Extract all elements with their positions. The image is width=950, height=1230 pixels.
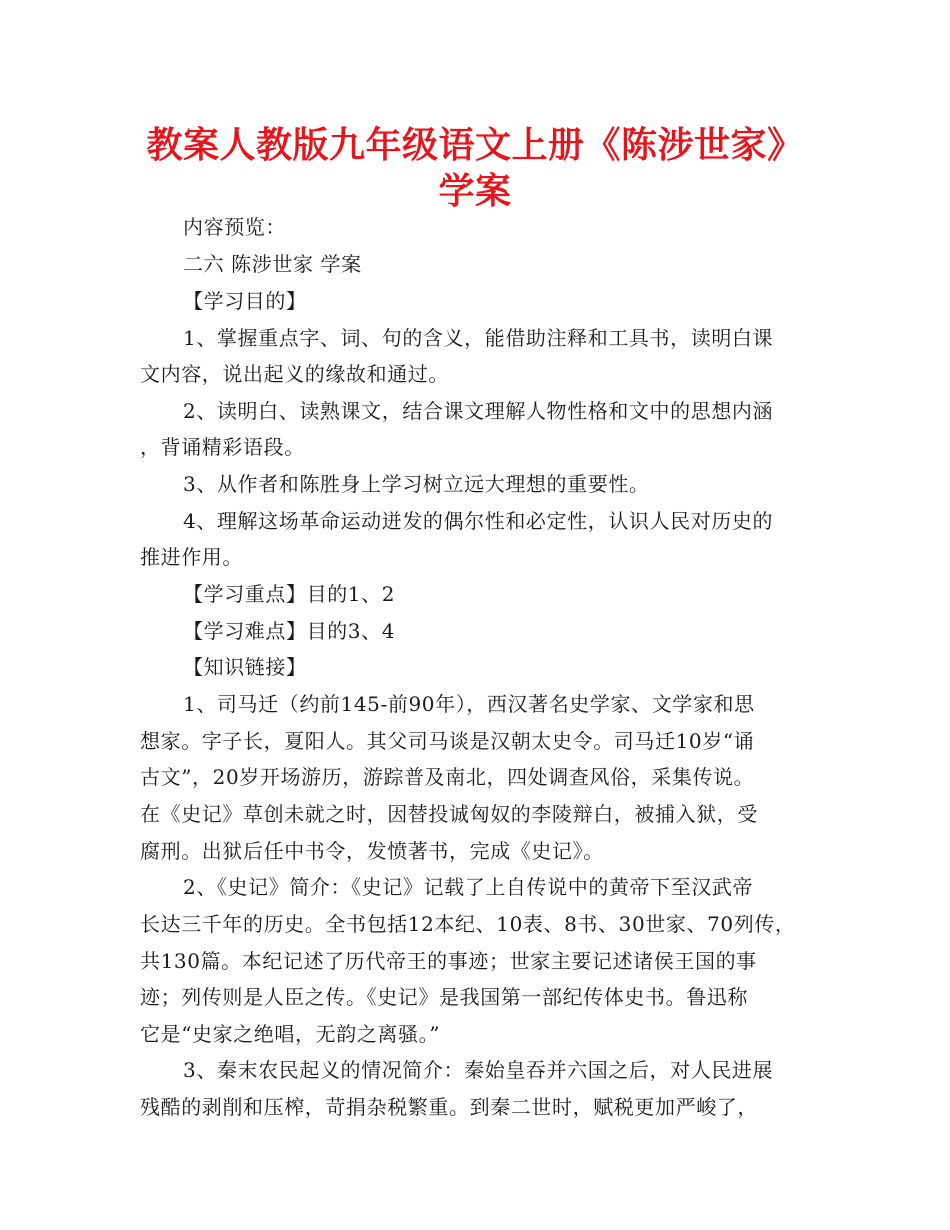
objective-4-line-2: 推进作用。 [140,545,243,569]
knowledge-1-line-1: 1、司马迁（约前145-前90年），西汉著名史学家、文学家和思 [183,692,755,716]
knowledge-1-line-5: 腐刑。出狱后任中书令，发愤著书，完成《史记》。 [140,839,604,863]
lesson-heading: 二六 陈涉世家 学案 [183,252,362,276]
knowledge-2-line-5: 它是“史家之绝唱，无韵之离骚。” [140,1022,441,1046]
knowledge-3-line-2: 残酷的剥削和压榨，苛捐杂税繁重。到秦二世时，赋税更加严峻了， [140,1095,758,1119]
knowledge-2-line-4: 迹；列传则是人臣之传。《史记》是我国第一部纪传体史书。鲁迅称 [140,985,748,1009]
objective-3: 3、从作者和陈胜身上学习树立远大理想的重要性。 [183,472,650,496]
objective-4-line-1: 4、理解这场革命运动迸发的偶尔性和必定性，认识人民对历史的 [183,509,774,533]
knowledge-3-line-1: 3、秦末农民起义的情况简介：秦始皇吞并六国之后，对人民进展 [183,1058,774,1082]
knowledge-2-line-1: 2、《史记》简介：《史记》记载了上自传说中的黄帝下至汉武帝 [183,875,754,899]
objective-2-line-2: ，背诵精彩语段。 [140,435,305,459]
knowledge-1-line-2: 想家。字子长，夏阳人。其父司马谈是汉朝太史令。司马迁10岁“诵 [140,729,755,753]
section-heading-knowledge: 【知识链接】 [183,655,307,679]
knowledge-1-line-3: 古文”，20岁开场游历，游踪普及南北，四处调查风俗，采集传说。 [140,765,755,789]
objective-1-line-1: 1、掌握重点字、词、句的含义，能借助注释和工具书，读明白课 [183,326,774,350]
preview-label: 内容预览： [183,215,286,239]
document-title-line-2: 学案 [438,171,512,212]
objective-2-line-1: 2、读明白、读熟课文，结合课文理解人物性格和文中的思想内涵 [183,399,774,423]
knowledge-2-line-3: 共130篇。本纪记述了历代帝王的事迹；世家主要记述诸侯王国的事 [140,949,757,973]
knowledge-1-line-4: 在《史记》草创未就之时，因替投诚匈奴的李陵辩白，被捕入狱，受 [140,802,758,826]
objective-1-line-2: 文内容，说出起义的缘故和通过。 [140,362,449,386]
key-points: 【学习重点】目的1、2 [183,582,396,606]
document-title-line-1: 教案人教版九年级语文上册《陈涉世家》 [146,125,804,166]
difficult-points: 【学习难点】目的3、4 [183,619,396,643]
knowledge-2-line-2: 长达三千年的历史。全书包括12本纪、10表、8书、30世家、70列传， [140,912,796,936]
section-heading-objectives: 【学习目的】 [183,289,307,313]
